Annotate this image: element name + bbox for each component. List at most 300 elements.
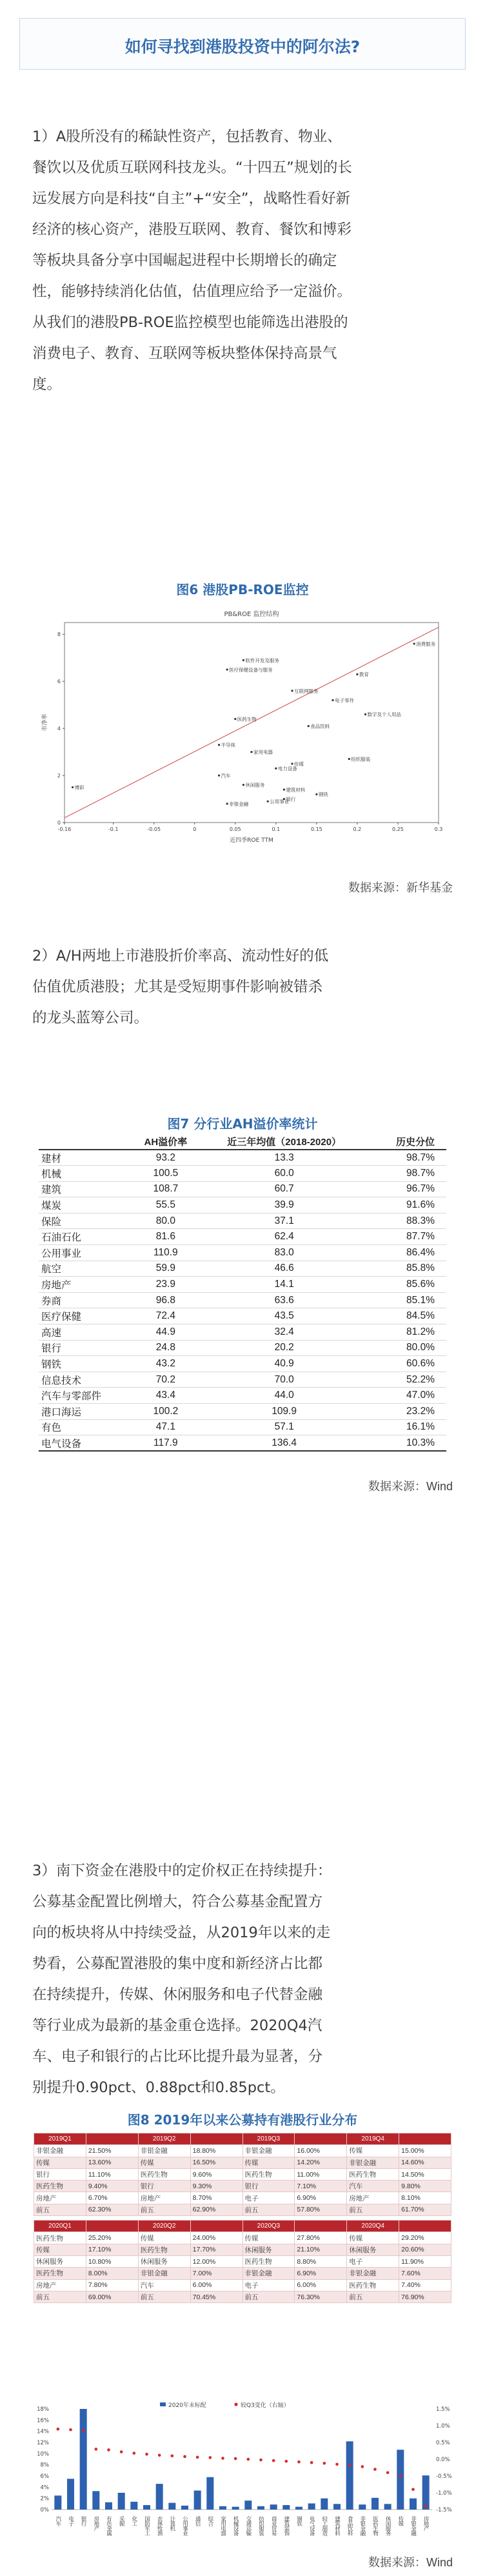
table-cell: 84.5% <box>370 1308 446 1324</box>
column-header: 2020Q4 <box>347 2221 399 2232</box>
table-cell: 7.80% <box>86 2279 138 2291</box>
table-cell: 20.60% <box>399 2244 451 2255</box>
scatter-point <box>291 690 293 692</box>
scatter-point <box>250 751 252 753</box>
table-cell: 汽车 <box>347 2181 399 2192</box>
para-line: 估值优质港股；尤其是受短期事件影响被错杀 <box>32 979 323 995</box>
table-cell: 57.80% <box>295 2204 347 2215</box>
category-label: 非银金融 <box>410 2516 417 2535</box>
bar <box>206 2477 213 2510</box>
table-cell: 60.7 <box>198 1181 370 1197</box>
para-line: 公募基金配置比例增大，符合公募基金配置方 <box>32 1893 323 1910</box>
column-header: 近三年均值（2018-2020） <box>198 1134 370 1150</box>
table-row <box>39 1419 446 1435</box>
left-tick-label: 0% <box>40 2507 49 2513</box>
table-cell: 14.50% <box>399 2168 451 2180</box>
section1-paragraph <box>32 121 458 400</box>
change-dot <box>310 2461 313 2464</box>
category-label: 建筑装饰 <box>282 2516 290 2535</box>
table-cell: 医药生物 <box>243 2255 295 2267</box>
table-cell: 石油石化 <box>39 1229 134 1245</box>
table-cell: 17.10% <box>86 2244 138 2255</box>
table-row <box>34 2145 451 2157</box>
pb-roe-scatter-chart <box>39 603 451 861</box>
table-row <box>34 2204 451 2215</box>
point-label: 公用事业 <box>270 799 290 805</box>
table-cell: 60.0 <box>198 1166 370 1182</box>
bar <box>105 2502 112 2510</box>
table-cell: 24.8 <box>134 1340 199 1356</box>
x-axis-label: 近四季ROE TTM <box>230 837 273 844</box>
table-cell: 14.60% <box>399 2157 451 2168</box>
page-title: 如何寻找到港股投资中的阿尔法? <box>124 37 361 56</box>
table-cell: 21.50% <box>86 2145 138 2157</box>
table-cell: 117.9 <box>134 1435 199 1452</box>
table-cell: 6.90% <box>295 2268 347 2279</box>
table-cell: 69.00% <box>86 2291 138 2302</box>
point-label: 建筑材料 <box>286 786 306 793</box>
table-cell: 16.50% <box>190 2157 243 2168</box>
point-label: 食品饮料 <box>310 723 330 730</box>
table-cell: 煤炭 <box>39 1197 134 1213</box>
category-label: 农林牧渔 <box>156 2516 163 2535</box>
right-tick-label: -1.0% <box>436 2490 452 2497</box>
category-label: 传媒 <box>397 2516 404 2526</box>
table-row <box>34 2168 451 2180</box>
table-cell: 电气设备 <box>39 1435 134 1452</box>
scatter-point <box>218 744 220 746</box>
point-label: 电力设备 <box>277 766 297 772</box>
table-cell: 46.6 <box>198 1261 370 1277</box>
table-cell: 109.9 <box>198 1404 370 1420</box>
fund-table-2020 <box>34 2220 451 2303</box>
table-cell: 98.7% <box>370 1150 446 1166</box>
point-label: 纺织服装 <box>351 756 371 763</box>
table-cell: 85.8% <box>370 1261 446 1277</box>
category-label: 化工 <box>130 2516 137 2526</box>
table-cell: 前五 <box>347 2291 399 2302</box>
bar <box>232 2507 239 2510</box>
scatter-point <box>218 774 220 776</box>
table-cell: 39.9 <box>198 1197 370 1213</box>
header-box <box>19 18 466 70</box>
table-cell: 8.70% <box>190 2192 243 2204</box>
table-cell: 前五 <box>34 2204 86 2215</box>
column-header <box>86 2133 138 2145</box>
table-cell: 24.00% <box>190 2232 243 2244</box>
table-cell: 13.3 <box>198 1150 370 1166</box>
left-tick-label: 10% <box>37 2451 49 2458</box>
table-cell: 8.00% <box>86 2268 138 2279</box>
legend-label: 较Q3变化（右轴） <box>241 2402 290 2409</box>
table-cell: 63.6 <box>198 1292 370 1308</box>
table-cell: 70.45% <box>190 2291 243 2302</box>
table-row <box>34 2255 451 2267</box>
change-dot <box>424 2505 428 2508</box>
change-dot <box>107 2448 110 2451</box>
table-cell: 20.2 <box>198 1340 370 1356</box>
table-cell: 7.00% <box>190 2268 243 2279</box>
table-row <box>39 1261 446 1277</box>
table-cell: 43.2 <box>134 1356 199 1372</box>
change-dot <box>361 2465 364 2468</box>
bar <box>130 2502 137 2510</box>
table-cell: 11.00% <box>295 2168 347 2180</box>
scatter-point <box>308 725 310 727</box>
point-label: 传媒 <box>294 761 304 767</box>
table-cell: 7.40% <box>399 2279 451 2291</box>
bar <box>270 2504 277 2510</box>
table-cell: 非银金融 <box>243 2145 295 2157</box>
table-cell: 40.9 <box>198 1356 370 1372</box>
bar <box>295 2507 302 2510</box>
change-dot <box>133 2451 136 2455</box>
table-cell: 8.80% <box>295 2255 347 2267</box>
table-cell: 汽车 <box>138 2279 190 2291</box>
x-tick-label: 0.25 <box>392 826 404 832</box>
scatter-point <box>243 784 244 786</box>
scatter-point <box>72 786 74 788</box>
table-row <box>34 2244 451 2255</box>
para-line: 远发展方向是科技“自主”+“安全”，战略性看好新 <box>32 190 350 207</box>
table-cell: 券商 <box>39 1292 134 1308</box>
right-tick-label: -1.5% <box>436 2507 452 2513</box>
table-header-row <box>39 1134 446 1150</box>
para-line: 势看，公募配置港股的集中度和新经济占比都 <box>32 1955 323 1972</box>
change-dot <box>272 2459 275 2462</box>
table-row <box>39 1356 446 1372</box>
bar <box>67 2479 74 2510</box>
y-tick-label: 8 <box>57 632 61 638</box>
ah-premium-table <box>39 1134 446 1452</box>
table-cell: 85.6% <box>370 1277 446 1293</box>
column-header <box>399 2133 451 2145</box>
table-cell: 银行 <box>39 1340 134 1356</box>
left-tick-label: 18% <box>37 2406 49 2413</box>
table-cell: 100.2 <box>134 1404 199 1420</box>
bar <box>308 2503 315 2510</box>
table-cell: 47.1 <box>134 1419 199 1435</box>
table-cell: 保险 <box>39 1213 134 1229</box>
change-dot <box>323 2462 326 2465</box>
table-cell: 医药生物 <box>138 2244 190 2255</box>
table-cell: 6.00% <box>295 2279 347 2291</box>
change-dot <box>196 2456 199 2459</box>
scatter-point <box>332 699 333 701</box>
y-tick-label: 0 <box>57 820 61 826</box>
table-cell: 7.60% <box>399 2268 451 2279</box>
table-cell: 96.8 <box>134 1292 199 1308</box>
table-cell: 钢铁 <box>39 1356 134 1372</box>
category-label: 电子 <box>67 2516 74 2526</box>
table-cell: 52.2% <box>370 1372 446 1388</box>
table-cell: 70.2 <box>134 1372 199 1388</box>
table-cell: 76.30% <box>295 2291 347 2302</box>
figure7-title: 图7 分行业AH溢价率统计 <box>167 1116 318 1132</box>
table-row <box>39 1166 446 1182</box>
table-cell: 港口海运 <box>39 1404 134 1420</box>
category-label: 采掘 <box>118 2516 125 2526</box>
table-cell: 休闲服务 <box>138 2255 190 2267</box>
table-row <box>34 2291 451 2302</box>
category-label: 通信 <box>194 2516 201 2526</box>
para-line: 消费电子、教育、互联网等板块整体保持高景气 <box>32 345 337 362</box>
point-label: 钢铁 <box>318 792 328 798</box>
table-cell: 前五 <box>243 2291 295 2302</box>
category-label: 建筑材料 <box>333 2516 341 2535</box>
table-cell: 建材 <box>39 1150 134 1166</box>
figure7-source: 数据来源：Wind <box>368 1480 453 1493</box>
column-header: 2020Q2 <box>138 2221 190 2232</box>
point-label: 互联网服务 <box>294 688 319 694</box>
table-cell: 76.90% <box>399 2291 451 2302</box>
column-header <box>295 2133 347 2145</box>
table-cell: 70.0 <box>198 1372 370 1388</box>
point-label: 电子零件 <box>335 697 355 704</box>
bar <box>168 2503 175 2510</box>
table-row <box>39 1181 446 1197</box>
bar <box>371 2498 379 2510</box>
change-dot <box>221 2457 224 2460</box>
column-header: 历史分位 <box>370 1134 446 1150</box>
table-header-row <box>34 2221 451 2232</box>
table-header-row <box>34 2133 451 2145</box>
table-cell: 房地产 <box>138 2192 190 2204</box>
fund-allocation-bar-chart <box>19 2401 466 2546</box>
table-cell: 银行 <box>243 2181 295 2192</box>
table-cell: 81.2% <box>370 1324 446 1341</box>
change-dot <box>209 2456 212 2459</box>
table-cell: 80.0 <box>134 1213 199 1229</box>
scatter-point <box>291 763 293 764</box>
bar <box>143 2505 150 2510</box>
table-cell: 98.7% <box>370 1166 446 1182</box>
bar <box>54 2495 61 2510</box>
point-label: 软件开发及服务 <box>245 657 279 664</box>
change-dot <box>259 2459 262 2462</box>
bar <box>333 2504 341 2510</box>
bar <box>346 2441 353 2510</box>
fund-holdings-tables <box>34 2133 451 2303</box>
table-row <box>34 2192 451 2204</box>
table-cell: 非银金融 <box>138 2268 190 2279</box>
bar <box>80 2409 87 2510</box>
bar <box>397 2450 404 2510</box>
chart-title: PB&ROE 监控结构 <box>224 611 279 618</box>
table-cell: 汽车与零部件 <box>39 1388 134 1404</box>
table-cell: 18.80% <box>190 2145 243 2157</box>
table-cell: 44.9 <box>134 1324 199 1341</box>
change-dot <box>285 2460 288 2463</box>
table-row <box>39 1324 446 1341</box>
table-row <box>39 1277 446 1293</box>
scatter-point <box>283 788 285 790</box>
table-cell: 休闲服务 <box>347 2244 399 2255</box>
x-tick-label: 0.1 <box>272 826 281 832</box>
table-cell: 6.70% <box>86 2192 138 2204</box>
scatter-point <box>226 803 228 804</box>
point-label: 医药生物 <box>237 716 257 723</box>
category-label: 休闲服务 <box>384 2516 391 2535</box>
point-label: 家用电器 <box>253 749 273 755</box>
change-dot <box>335 2463 339 2466</box>
table-cell: 23.9 <box>134 1277 199 1293</box>
table-cell: 银行 <box>138 2181 190 2192</box>
table-cell: 传媒 <box>34 2157 86 2168</box>
category-label: 交通运输 <box>244 2516 252 2535</box>
category-label: 银行 <box>80 2516 87 2526</box>
category-label: 医药生物 <box>371 2516 379 2535</box>
category-label: 商业贸易 <box>270 2516 277 2535</box>
table-cell: 医药生物 <box>34 2181 86 2192</box>
bar <box>321 2499 328 2510</box>
change-dot <box>95 2448 98 2451</box>
change-dot <box>82 2430 85 2433</box>
change-dot <box>234 2457 237 2461</box>
category-label: 计算机 <box>168 2516 175 2531</box>
table-cell: 62.30% <box>86 2204 138 2215</box>
table-cell: 10.3% <box>370 1435 446 1452</box>
table-cell: 62.90% <box>190 2204 243 2215</box>
scatter-point <box>234 718 236 720</box>
table-row <box>39 1213 446 1229</box>
table-cell: 非银金融 <box>243 2268 295 2279</box>
table-cell: 108.7 <box>134 1181 199 1197</box>
table-cell: 16.1% <box>370 1419 446 1435</box>
table-cell: 传媒 <box>243 2157 295 2168</box>
section2-paragraph <box>32 941 458 1033</box>
table-cell: 11.90% <box>399 2255 451 2267</box>
change-dot <box>171 2455 174 2458</box>
table-cell: 25.20% <box>86 2232 138 2244</box>
table-cell: 9.80% <box>399 2181 451 2192</box>
change-dot <box>158 2453 161 2457</box>
para-line: 餐饮以及优质互联网科技龙头。“十四五”规划的长 <box>32 159 352 176</box>
table-cell: 10.80% <box>86 2255 138 2267</box>
column-header: 2019Q1 <box>34 2133 86 2145</box>
table-cell: 医药生物 <box>34 2232 86 2244</box>
table-cell: 87.7% <box>370 1229 446 1245</box>
table-cell: 房地产 <box>39 1277 134 1293</box>
table-cell: 60.6% <box>370 1356 446 1372</box>
bar <box>194 2491 201 2510</box>
table-cell: 建筑 <box>39 1181 134 1197</box>
change-dot <box>57 2428 60 2431</box>
table-cell: 11.10% <box>86 2168 138 2180</box>
x-tick-label: -0.1 <box>108 826 119 832</box>
para-line: 等行业成为最新的基金重仓选择。2020Q4汽 <box>32 2017 322 2034</box>
table-row <box>34 2157 451 2168</box>
bar <box>219 2506 226 2510</box>
scatter-point <box>243 659 244 661</box>
table-cell: 机械 <box>39 1166 134 1182</box>
table-row <box>39 1245 446 1261</box>
point-label: 银行 <box>286 796 296 803</box>
change-dot <box>348 2464 351 2467</box>
left-tick-label: 12% <box>37 2440 49 2446</box>
bar <box>181 2506 188 2510</box>
figure8-source: 数据来源：Wind <box>368 2556 453 2569</box>
x-tick-label: -0.16 <box>57 826 72 832</box>
category-label: 电气设备 <box>308 2516 315 2535</box>
table-cell: 非银金融 <box>347 2268 399 2279</box>
category-label: 纺织服装 <box>257 2516 264 2535</box>
table-cell: 17.70% <box>190 2244 243 2255</box>
column-header: 2019Q2 <box>138 2133 190 2145</box>
left-tick-label: 6% <box>40 2473 49 2480</box>
change-dot <box>373 2468 377 2471</box>
scatter-point <box>275 768 277 770</box>
change-dot <box>183 2455 186 2459</box>
table-cell: 传媒 <box>347 2232 399 2244</box>
table-cell: 32.4 <box>198 1324 370 1341</box>
table-cell: 83.0 <box>198 1245 370 1261</box>
table-cell: 9.30% <box>190 2181 243 2192</box>
table-cell: 91.6% <box>370 1197 446 1213</box>
table-cell: 有色 <box>39 1419 134 1435</box>
table-row <box>34 2268 451 2279</box>
column-header <box>399 2221 451 2232</box>
table-cell: 非银金融 <box>347 2157 399 2168</box>
left-tick-label: 4% <box>40 2484 49 2491</box>
column-header: 2020Q1 <box>34 2221 86 2232</box>
point-label: 休闲服务 <box>245 782 265 788</box>
left-tick-label: 16% <box>37 2417 49 2424</box>
scatter-point <box>364 714 366 715</box>
table-row <box>34 2279 451 2291</box>
category-label: 食品饮料 <box>346 2516 353 2535</box>
change-dot <box>145 2453 148 2456</box>
y-tick-label: 2 <box>57 773 61 779</box>
change-dot <box>297 2461 301 2464</box>
scatter-point <box>315 794 317 795</box>
category-label: 房地产 <box>92 2516 99 2531</box>
table-cell: 前五 <box>138 2291 190 2302</box>
table-row <box>39 1150 446 1166</box>
change-dot <box>120 2450 123 2453</box>
table-cell: 62.4 <box>198 1229 370 1245</box>
scatter-point <box>267 801 269 803</box>
table-cell: 8.10% <box>399 2192 451 2204</box>
x-tick-label: 0.3 <box>434 826 443 832</box>
table-cell: 9.60% <box>190 2168 243 2180</box>
fund-table-2019 <box>34 2133 451 2216</box>
table-cell: 前五 <box>243 2204 295 2215</box>
table-cell: 医药生物 <box>243 2168 295 2180</box>
table-cell: 13.60% <box>86 2157 138 2168</box>
table-cell: 7.10% <box>295 2181 347 2192</box>
table-cell: 23.2% <box>370 1404 446 1420</box>
table-row <box>39 1435 446 1452</box>
point-label: 医疗保健设备与服务 <box>229 666 273 673</box>
table-cell: 27.80% <box>295 2232 347 2244</box>
change-dot <box>69 2428 72 2431</box>
table-cell: 传媒 <box>138 2157 190 2168</box>
table-cell: 110.9 <box>134 1245 199 1261</box>
table-cell: 57.1 <box>198 1419 370 1435</box>
table-cell: 44.0 <box>198 1388 370 1404</box>
x-tick-label: -0.05 <box>147 826 161 832</box>
point-label: 教育 <box>359 672 369 678</box>
table-cell: 81.6 <box>134 1229 199 1245</box>
column-header <box>190 2221 243 2232</box>
table-cell: 前五 <box>347 2204 399 2215</box>
para-line: 在持续提升，传媒、休闲服务和电子代替金融 <box>32 1986 323 2003</box>
table-cell: 59.9 <box>134 1261 199 1277</box>
table-cell: 12.00% <box>190 2255 243 2267</box>
point-label: 消费服务 <box>416 641 436 647</box>
table-cell: 非银金融 <box>138 2145 190 2157</box>
